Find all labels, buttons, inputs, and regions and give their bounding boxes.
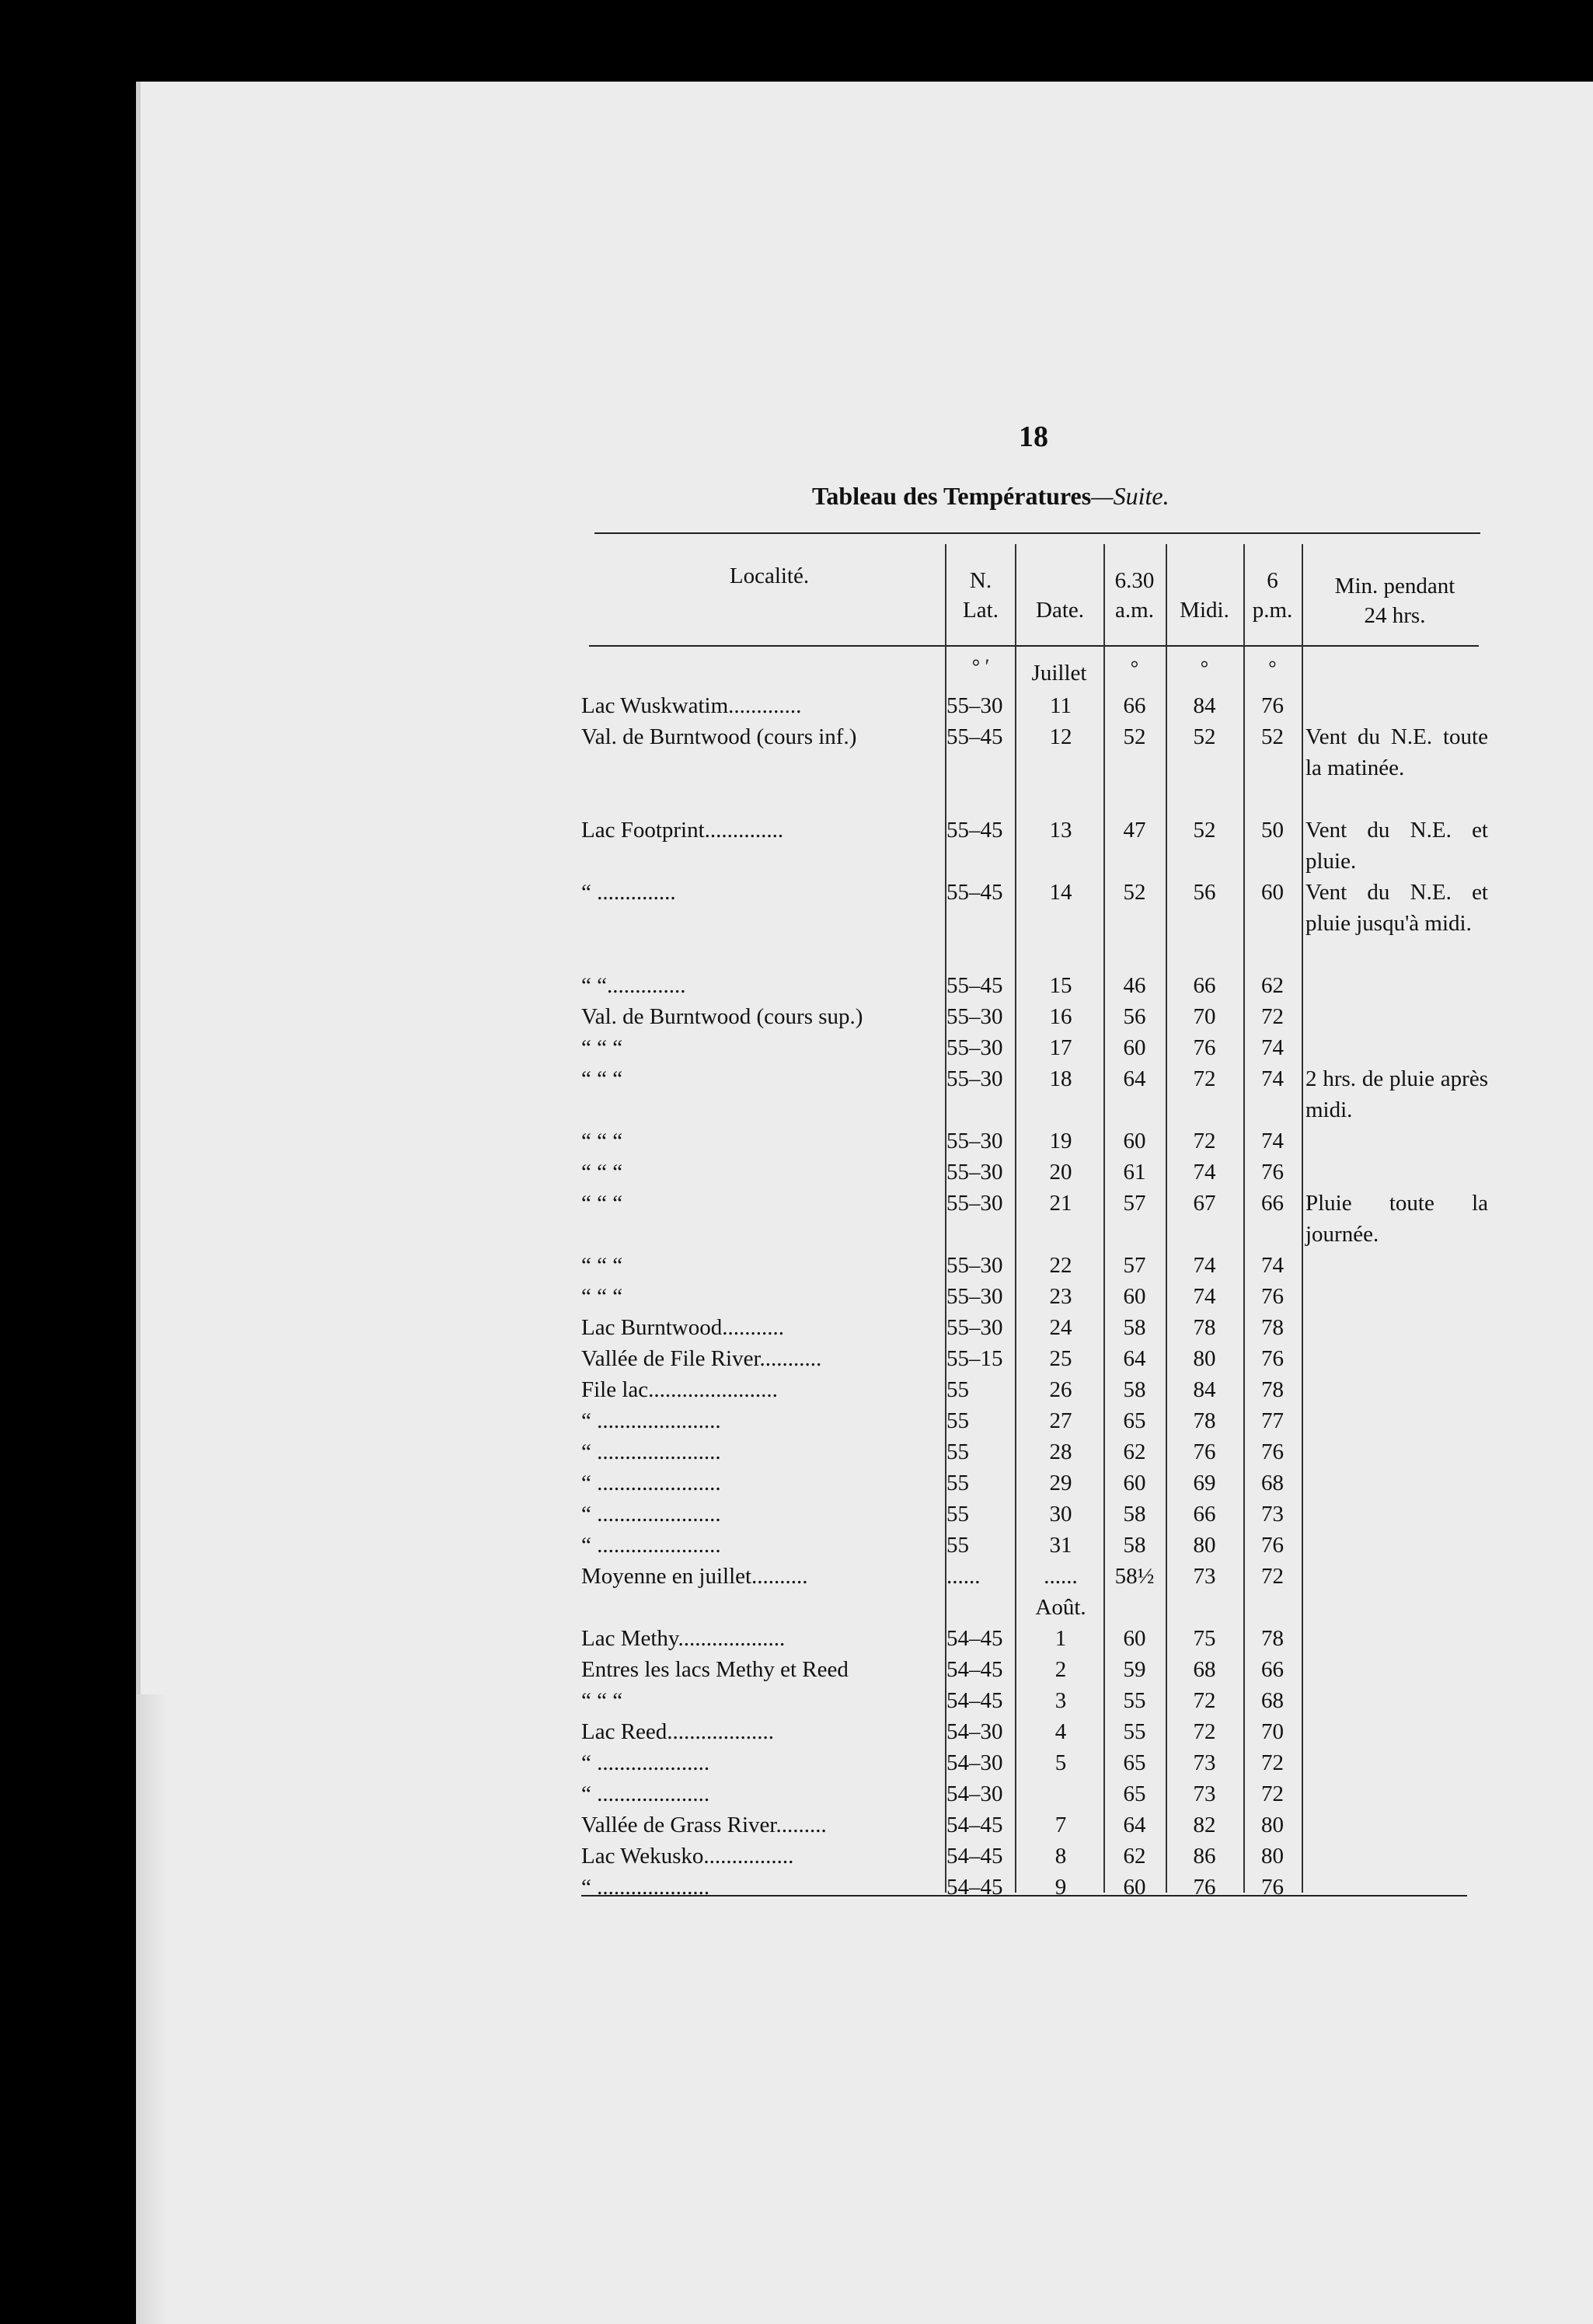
cell-am: 58 <box>1123 1377 1146 1402</box>
cell-min-note: Vent du N.E. et pluie jusqu'à midi. <box>1305 880 1488 936</box>
cell-midi: 72 <box>1193 1066 1216 1091</box>
cell-midi: 72 <box>1193 1719 1216 1744</box>
cell-am: 66 <box>1123 693 1146 718</box>
cell-am: 60 <box>1123 1035 1146 1060</box>
cell-date: 17 <box>1049 1035 1072 1060</box>
cell-lat: 55–30 <box>946 1191 1003 1216</box>
cell-am: 58½ <box>1114 1564 1155 1589</box>
cell-date: 5 <box>1054 1750 1067 1775</box>
cell-am: 57 <box>1123 1191 1146 1216</box>
cell-date: 28 <box>1049 1439 1072 1464</box>
cell-min-note: Vent du N.E. et pluie. <box>1305 818 1488 874</box>
cell-lat: 55–45 <box>946 973 1003 998</box>
cell-date: 23 <box>1049 1284 1072 1309</box>
cell-localite: “ ...................... <box>581 1408 721 1433</box>
cell-midi: 68 <box>1193 1657 1216 1682</box>
cell-min-note: Vent du N.E. toute la matinée. <box>1305 724 1488 780</box>
cell-midi: 74 <box>1193 1253 1216 1278</box>
cell-am: 46 <box>1123 973 1146 998</box>
cell-date: 12 <box>1049 724 1072 749</box>
cell-midi: 70 <box>1193 1004 1216 1029</box>
cell-pm: 70 <box>1261 1719 1284 1744</box>
cell-lat: 54–30 <box>946 1750 1003 1775</box>
cell-localite <box>581 1592 937 1623</box>
header-date: Date. <box>1036 598 1084 623</box>
cell-date: 30 <box>1049 1502 1072 1527</box>
cell-am: 55 <box>1123 1688 1146 1713</box>
cell-date: 19 <box>1049 1129 1072 1153</box>
cell-localite: “ “ “ <box>581 1253 623 1278</box>
cell-localite: “ .................... <box>581 1875 710 1900</box>
cell-localite: Lac Burntwood........... <box>581 1315 784 1340</box>
cell-localite: “ “ “ <box>581 1160 623 1185</box>
unit-pm: ° <box>1268 657 1277 679</box>
cell-localite: “ “.............. <box>581 973 686 998</box>
cell-am: 60 <box>1123 1284 1146 1309</box>
cell-midi: 74 <box>1193 1284 1216 1309</box>
cell-date: 18 <box>1049 1066 1072 1091</box>
cell-midi: 52 <box>1193 724 1216 749</box>
cell-am: 65 <box>1123 1408 1146 1433</box>
cell-pm: 68 <box>1261 1688 1284 1713</box>
cell-pm: 66 <box>1261 1191 1284 1216</box>
cell-pm: 73 <box>1261 1502 1284 1527</box>
cell-localite: File lac....................... <box>581 1377 778 1402</box>
cell-date: 11 <box>1050 693 1072 718</box>
cell-pm: 72 <box>1261 1781 1284 1806</box>
cell-date: 20 <box>1049 1160 1072 1185</box>
cell-lat: 55 <box>946 1377 969 1402</box>
cell-date: 9 <box>1054 1875 1067 1900</box>
cell-am: 60 <box>1123 1471 1146 1495</box>
header-bottom-rule <box>589 645 1479 647</box>
cell-lat: 55–30 <box>946 1035 1003 1060</box>
cell-lat: 55–30 <box>946 1253 1003 1278</box>
cell-am: 64 <box>1123 1813 1146 1837</box>
cell-pm: 60 <box>1261 880 1284 905</box>
cell-am: 57 <box>1123 1253 1146 1278</box>
cell-localite: Entres les lacs Methy et Reed <box>581 1657 849 1682</box>
cell-pm: 68 <box>1261 1471 1284 1495</box>
cell-date: 7 <box>1054 1813 1067 1837</box>
cell-lat: 55 <box>946 1408 969 1433</box>
cell-localite: Val. de Burntwood (cours sup.) <box>581 1004 863 1029</box>
cell-lat: 55–45 <box>946 724 1003 749</box>
cell-lat: 55–30 <box>946 1315 1003 1340</box>
cell-localite: “ “ “ <box>581 1191 623 1216</box>
cell-date: 4 <box>1054 1719 1067 1744</box>
cell-min-note: 2 hrs. de pluie après midi. <box>1305 1066 1488 1122</box>
cell-midi: 73 <box>1193 1781 1216 1806</box>
header-pm: 6 p.m. <box>1252 568 1293 623</box>
cell-midi: 76 <box>1193 1035 1216 1060</box>
cell-lat: 55 <box>946 1502 969 1527</box>
cell-lat: 55–30 <box>946 1160 1003 1185</box>
cell-date: 29 <box>1049 1471 1072 1495</box>
cell-localite: “ “ “ <box>581 1284 623 1309</box>
cell-pm: 80 <box>1261 1813 1284 1837</box>
table-title-main: Tableau des Températures <box>812 482 1092 510</box>
cell-date: 8 <box>1054 1844 1067 1869</box>
cell-date: 15 <box>1049 973 1072 998</box>
unit-midi: ° <box>1200 657 1209 679</box>
cell-midi: 67 <box>1193 1191 1216 1216</box>
cell-midi: 69 <box>1193 1471 1216 1495</box>
cell-pm: 76 <box>1261 1284 1284 1309</box>
cell-midi: 84 <box>1193 1377 1216 1402</box>
cell-lat: ...... <box>946 1564 981 1589</box>
cell-date: 3 <box>1054 1688 1067 1713</box>
cell-am: 55 <box>1123 1719 1146 1744</box>
header-min: Min. pendant 24 hrs. <box>1334 574 1455 628</box>
cell-localite: Lac Wekusko................ <box>581 1844 794 1869</box>
cell-date: 2 <box>1054 1657 1067 1682</box>
cell-min-note: Pluie toute la journée. <box>1305 1191 1488 1247</box>
page-number: 18 <box>1019 420 1048 453</box>
cell-midi: 74 <box>1193 1160 1216 1185</box>
cell-lat: 55 <box>946 1471 969 1495</box>
cell-localite: Lac Methy................... <box>581 1626 786 1651</box>
cell-pm: 72 <box>1261 1004 1284 1029</box>
cell-date: 16 <box>1049 1004 1072 1029</box>
cell-am: 52 <box>1123 880 1146 905</box>
cell-date: 31 <box>1049 1533 1072 1558</box>
cell-lat: 55–15 <box>946 1346 1003 1371</box>
cell-lat: 55–45 <box>946 880 1003 905</box>
cell-pm: 77 <box>1261 1408 1284 1433</box>
cell-lat: 54–45 <box>946 1844 1003 1869</box>
header-am: 6.30 a.m. <box>1114 568 1155 623</box>
cell-midi: 72 <box>1193 1129 1216 1153</box>
cell-lat: 54–30 <box>946 1719 1003 1744</box>
cell-lat: 54–45 <box>946 1657 1003 1682</box>
cell-pm: 52 <box>1261 724 1284 749</box>
cell-pm: 74 <box>1261 1066 1284 1091</box>
cell-date: 13 <box>1049 818 1072 843</box>
cell-pm: 72 <box>1261 1750 1284 1775</box>
cell-date: Août. <box>1035 1595 1086 1620</box>
table-title <box>812 482 1169 511</box>
cell-am: 59 <box>1123 1657 1146 1682</box>
cell-localite: Lac Reed................... <box>581 1719 775 1744</box>
cell-localite: “ .............. <box>581 880 676 905</box>
cell-localite: Moyenne en juillet.......... <box>581 1564 808 1589</box>
cell-midi: 76 <box>1193 1875 1216 1900</box>
cell-midi: 72 <box>1193 1688 1216 1713</box>
cell-localite: “ “ “ <box>581 1035 623 1060</box>
page-edge-shadow <box>136 1694 167 2324</box>
cell-localite: “ .................... <box>581 1781 710 1806</box>
cell-am: 62 <box>1123 1844 1146 1869</box>
cell-pm: 78 <box>1261 1377 1284 1402</box>
cell-localite: “ “ “ <box>581 1688 623 1713</box>
cell-lat: 55–30 <box>946 1284 1003 1309</box>
cell-midi: 73 <box>1193 1564 1216 1589</box>
cell-pm: 76 <box>1261 1533 1284 1558</box>
cell-midi: 75 <box>1193 1626 1216 1651</box>
cell-am: 61 <box>1123 1160 1146 1185</box>
cell-pm: 62 <box>1261 973 1284 998</box>
cell-date: 22 <box>1049 1253 1072 1278</box>
header-lat: N. Lat. <box>963 568 999 623</box>
cell-lat <box>946 1592 1016 1623</box>
cell-midi: 56 <box>1193 880 1216 905</box>
top-rule <box>594 532 1480 534</box>
cell-midi: 78 <box>1193 1408 1216 1433</box>
cell-lat: 55–30 <box>946 1129 1003 1153</box>
cell-lat: 55–30 <box>946 693 1003 718</box>
cell-pm: 80 <box>1261 1844 1284 1869</box>
cell-pm: 78 <box>1261 1315 1284 1340</box>
cell-pm: 76 <box>1261 1439 1284 1464</box>
cell-am: 47 <box>1123 818 1146 843</box>
cell-am: 60 <box>1123 1626 1146 1651</box>
cell-date: 14 <box>1049 880 1072 905</box>
cell-localite: “ .................... <box>581 1750 710 1775</box>
cell-pm: 72 <box>1261 1564 1284 1589</box>
cell-am: 64 <box>1123 1346 1146 1371</box>
cell-midi: 84 <box>1193 693 1216 718</box>
cell-lat: 54–45 <box>946 1626 1003 1651</box>
cell-lat: 55–30 <box>946 1004 1003 1029</box>
cell-midi <box>1166 1592 1243 1623</box>
cell-am: 52 <box>1123 724 1146 749</box>
column-divider-min <box>1302 544 1303 1893</box>
cell-midi: 52 <box>1193 818 1216 843</box>
cell-localite: “ ...................... <box>581 1439 721 1464</box>
cell-localite: Vallée de Grass River......... <box>581 1813 827 1837</box>
unit-lat: ° ′ <box>971 655 990 678</box>
header-midi: Midi. <box>1180 598 1229 623</box>
cell-localite: “ “ “ <box>581 1129 623 1153</box>
cell-pm: 76 <box>1261 693 1284 718</box>
cell-date: 21 <box>1049 1191 1072 1216</box>
unit-am: ° <box>1130 657 1139 679</box>
cell-pm: 78 <box>1261 1626 1284 1651</box>
cell-lat: 55–30 <box>946 1066 1003 1091</box>
cell-midi: 82 <box>1193 1813 1216 1837</box>
cell-pm: 76 <box>1261 1346 1284 1371</box>
cell-date: 24 <box>1049 1315 1072 1340</box>
cell-localite: “ ...................... <box>581 1502 721 1527</box>
cell-midi: 66 <box>1193 1502 1216 1527</box>
header-localite: Localité. <box>729 564 810 588</box>
cell-am: 64 <box>1123 1066 1146 1091</box>
cell-am: 60 <box>1123 1875 1146 1900</box>
cell-lat: 54–45 <box>946 1813 1003 1837</box>
cell-pm: 74 <box>1261 1253 1284 1278</box>
cell-midi: 76 <box>1193 1439 1216 1464</box>
cell-am: 58 <box>1123 1502 1146 1527</box>
unit-month-juillet: Juillet <box>1031 661 1087 686</box>
cell-date <box>1018 1778 1103 1809</box>
cell-date: 1 <box>1054 1626 1067 1651</box>
cell-pm <box>1243 1592 1302 1623</box>
cell-pm: 50 <box>1261 818 1284 843</box>
cell-localite: Val. de Burntwood (cours inf.) <box>581 724 857 749</box>
cell-am <box>1103 1592 1166 1623</box>
cell-midi: 80 <box>1193 1346 1216 1371</box>
cell-lat: 54–30 <box>946 1781 1003 1806</box>
cell-lat: 55–45 <box>946 818 1003 843</box>
cell-midi: 78 <box>1193 1315 1216 1340</box>
cell-localite: “ ...................... <box>581 1471 721 1495</box>
cell-date: 25 <box>1049 1346 1072 1371</box>
cell-pm: 74 <box>1261 1035 1284 1060</box>
cell-midi: 86 <box>1193 1844 1216 1869</box>
cell-date: ...... <box>1044 1564 1078 1589</box>
cell-am: 65 <box>1123 1750 1146 1775</box>
cell-localite: Lac Footprint.............. <box>581 818 784 843</box>
cell-date: 27 <box>1049 1408 1072 1433</box>
cell-pm: 76 <box>1261 1875 1284 1900</box>
cell-lat: 54–45 <box>946 1875 1003 1900</box>
cell-midi: 73 <box>1193 1750 1216 1775</box>
cell-lat: 55 <box>946 1439 969 1464</box>
cell-am: 65 <box>1123 1781 1146 1806</box>
cell-pm: 74 <box>1261 1129 1284 1153</box>
cell-am: 58 <box>1123 1533 1146 1558</box>
cell-am: 56 <box>1123 1004 1146 1029</box>
cell-localite: Vallée de File River........... <box>581 1346 822 1371</box>
cell-date: 26 <box>1049 1377 1072 1402</box>
cell-midi: 66 <box>1193 973 1216 998</box>
cell-pm: 76 <box>1261 1160 1284 1185</box>
cell-lat: 55 <box>946 1533 969 1558</box>
cell-am: 62 <box>1123 1439 1146 1464</box>
cell-localite: “ ...................... <box>581 1533 721 1558</box>
cell-lat: 54–45 <box>946 1688 1003 1713</box>
cell-localite: Lac Wuskwatim............. <box>581 693 802 718</box>
cell-am: 60 <box>1123 1129 1146 1153</box>
cell-localite: “ “ “ <box>581 1066 623 1091</box>
table-title-suite: —Suite. <box>1091 482 1169 510</box>
cell-am: 58 <box>1123 1315 1146 1340</box>
cell-midi: 80 <box>1193 1533 1216 1558</box>
cell-pm: 66 <box>1261 1657 1284 1682</box>
